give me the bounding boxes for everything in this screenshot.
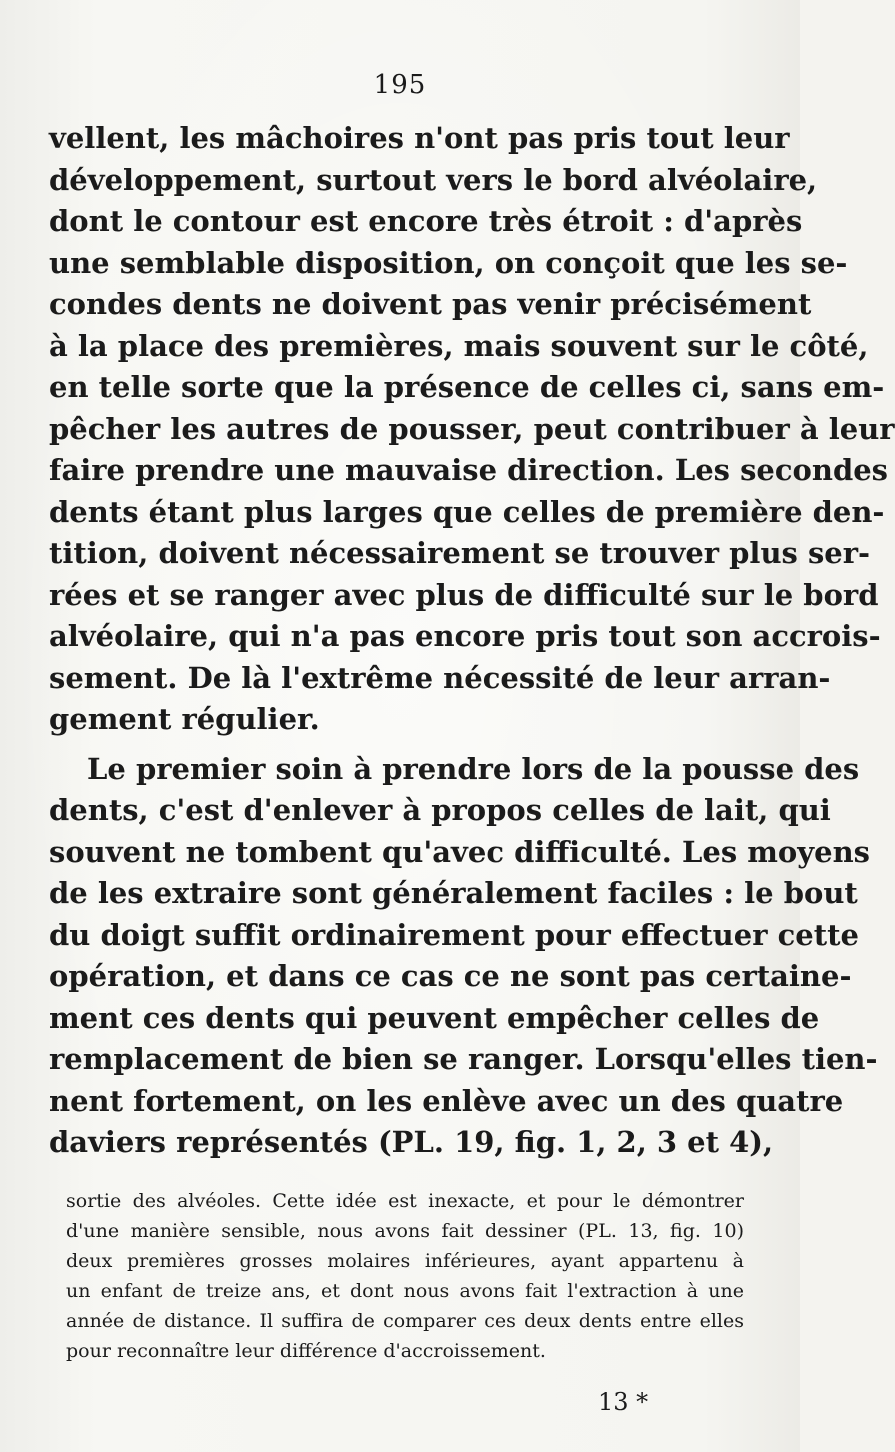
text-line: sement. De là l'extrême nécessité de leur arran- — [49, 660, 831, 695]
text-line: ment ces dents qui peuvent empêcher celles de — [49, 1000, 820, 1035]
footnote — [66, 1186, 744, 1366]
text-line: condes dents ne doivent pas venir précisément — [49, 287, 812, 321]
text-line: dont le contour est encore très étroit : d'après — [49, 204, 803, 238]
text-line: pêcher les autres de pousser, peut contribuer à leur — [49, 411, 895, 446]
text-line: rées et se ranger avec plus de difficulté sur le bord — [49, 577, 879, 612]
footnote-line: année de distance. Il suffira de comparer ces deux dents entre elles — [66, 1310, 744, 1332]
text-line: vellent, les mâchoires n'ont pas pris tout leur — [49, 121, 790, 155]
text-line: du doigt suffit ordinairement pour effectuer cette — [49, 917, 859, 952]
text-line: de les extraire sont généralement faciles : le bout — [49, 876, 858, 910]
text-line: nent fortement, on les enlève avec un des quatre — [49, 1083, 844, 1118]
text-line: gement régulier. — [49, 702, 320, 736]
text-line: daviers représentés (PL. 19, fig. 1, 2, 3 et 4), — [49, 1125, 774, 1159]
text-line: Le premier soin à prendre lors de la pousse des — [87, 751, 860, 786]
footnote-line: pour reconnaître leur différence d'accroissement. — [66, 1340, 546, 1362]
text-line: développement, surtout vers le bord alvéolaire, — [49, 162, 818, 197]
text-line: souvent ne tombent qu'avec difficulté. Les moyens — [49, 834, 870, 869]
footnote-line: sortie des alvéoles. Cette idée est inexacte, et pour le démontrer — [66, 1190, 744, 1212]
text-line: dents étant plus larges que celles de première den- — [49, 494, 885, 529]
text-line: à la place des premières, mais souvent sur le côté, — [49, 328, 869, 363]
footnote-line: deux premières grosses molaires inférieures, ayant appartenu à — [66, 1250, 744, 1272]
footnote-line: d'une manière sensible, nous avons fait dessiner (PL. 13, fig. 10) — [66, 1220, 744, 1242]
text-line: faire prendre une mauvaise direction. Les secondes — [49, 453, 889, 487]
text-line: en telle sorte que la présence de celles ci, sans em- — [49, 370, 885, 404]
text-line: opération, et dans ce cas ce ne sont pas certaine- — [49, 959, 852, 993]
text-line: une semblable disposition, on conçoit que les se- — [49, 245, 848, 280]
text-line: tition, doivent nécessairement se trouver plus ser- — [49, 536, 871, 570]
footnote-line: un enfant de treize ans, et dont nous avons fait l'extraction à une — [66, 1280, 744, 1302]
page-number: 195 — [373, 70, 427, 100]
text-line: dents, c'est d'enlever à propos celles de lait, qui — [49, 793, 831, 827]
text-line: alvéolaire, qui n'a pas encore pris tout son accrois- — [49, 619, 881, 653]
paragraph-gap — [49, 741, 742, 749]
text-line: remplacement de bien se ranger. Lorsqu'elles tien- — [49, 1042, 878, 1076]
signature-mark: 13 * — [598, 1388, 649, 1416]
main-text — [49, 118, 895, 1164]
